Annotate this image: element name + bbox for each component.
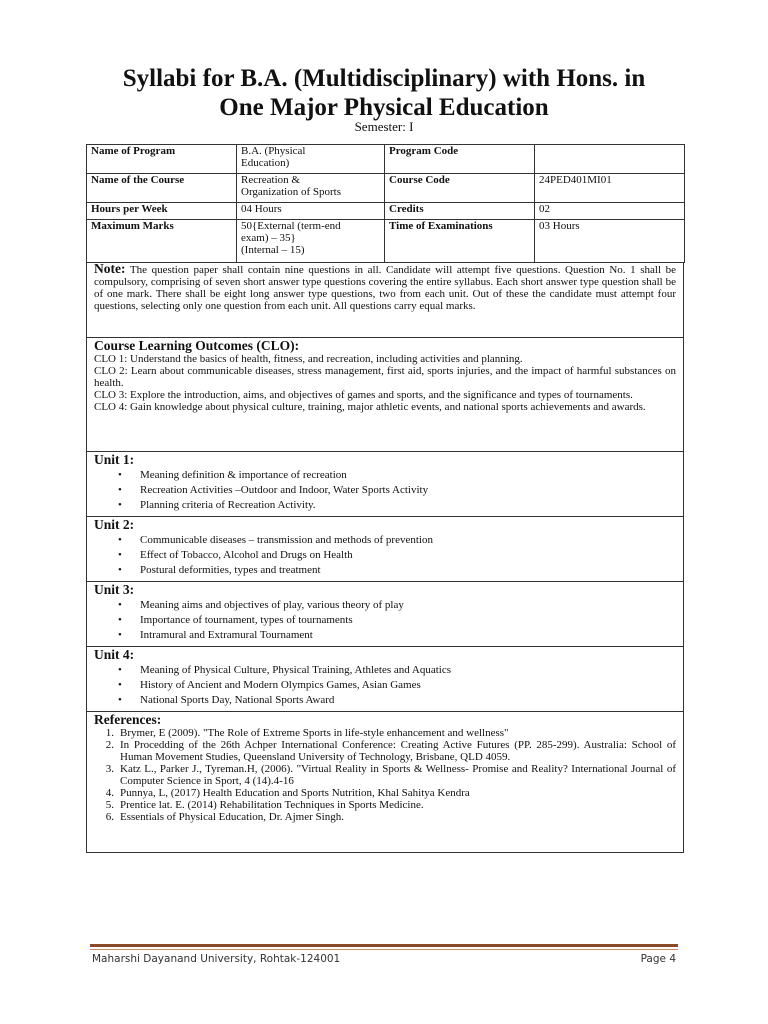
list-item: 5. Prentice lat. E. (2014) Rehabilitation Techniques in Sports Medicine.: [105, 799, 424, 811]
clo-item: CLO 1: Understand the basics of health, fitness, and recreation, including activities and planning.: [94, 353, 523, 365]
value-program-code: [535, 145, 685, 174]
unit-3-section: [86, 582, 684, 647]
list-item: • History of Ancient and Modern Olympics Games, Asian Games: [118, 679, 421, 691]
value-hours-per-week: 04 Hours: [237, 203, 385, 220]
value-name-of-program: B.A. (Physical Education): [237, 145, 385, 174]
list-item: • Recreation Activities –Outdoor and Indoor, Water Sports Activity: [118, 484, 429, 496]
unit-2-section: [86, 517, 684, 582]
value-credits: 02: [535, 203, 685, 220]
note-label: Note:: [94, 261, 126, 276]
unit-heading: Unit 1:: [94, 452, 135, 467]
bullet-icon: •: [118, 629, 122, 641]
bullet-icon: •: [118, 534, 122, 546]
unit-topic-list: [94, 533, 676, 578]
unit-topic-list: [94, 468, 676, 513]
unit-4-section: [86, 647, 684, 712]
value-maximum-marks: 50{External (term-end exam) – 35} (Internal – 15): [237, 220, 385, 263]
unit-heading: Unit 4:: [94, 647, 135, 662]
value-course-code: 24PED401MI01: [535, 174, 685, 203]
value-name-of-course: Recreation & Organization of Sports: [237, 174, 385, 203]
list-item: • Communicable diseases – transmission and methods of prevention: [118, 534, 433, 546]
note-section: [86, 262, 684, 338]
bullet-icon: •: [118, 614, 122, 626]
list-item: 4. Punnya, L, (2017) Health Education and Sports Nutrition, Khal Sahitya Kendra: [105, 787, 470, 799]
bullet-icon: •: [118, 694, 122, 706]
label-name-of-course: Name of the Course: [87, 174, 237, 203]
bullet-icon: •: [118, 499, 122, 511]
table-row: [87, 174, 685, 203]
list-item: • Meaning of Physical Culture, Physical Training, Athletes and Aquatics: [118, 664, 452, 676]
semester-label: Semester: I: [354, 119, 414, 134]
bullet-icon: •: [118, 469, 122, 481]
list-item: • Postural deformities, types and treatment: [118, 564, 321, 576]
clo-item: CLO 4: Gain knowledge about physical culture, training, major athletic events, and national sports achievements and awards.: [94, 401, 646, 413]
list-item: • Meaning definition & importance of recreation: [118, 469, 347, 481]
references-list: [94, 727, 676, 823]
footer-university: Maharshi Dayanand University, Rohtak-124001: [92, 953, 341, 965]
unit-heading: Unit 2:: [94, 517, 135, 532]
list-item: 6. Essentials of Physical Education, Dr. Ajmer Singh.: [105, 811, 344, 823]
list-item: 1. Brymer, E (2009). "The Role of Extreme Sports in life-style enhancement and wellness": [105, 727, 509, 739]
label-hours-per-week: Hours per Week: [87, 203, 237, 220]
table-row: [87, 145, 685, 174]
list-item: • Effect of Tobacco, Alcohol and Drugs on Health: [118, 549, 353, 561]
title-line-2: One Major Physical Education: [219, 94, 549, 121]
label-credits: Credits: [385, 203, 535, 220]
label-program-code: Program Code: [385, 145, 535, 174]
references-section: [86, 712, 684, 853]
footer-rule: [90, 944, 678, 947]
title-line-1: Syllabi for B.A. (Multidisciplinary) with Hons. in: [122, 65, 646, 92]
footer-page-number: Page 4: [640, 953, 676, 965]
list-item: • Importance of tournament, types of tournaments: [118, 614, 353, 626]
list-item: • National Sports Day, National Sports Award: [118, 694, 335, 706]
list-item: • Meaning aims and objectives of play, various theory of play: [118, 599, 404, 611]
unit-1-section: [86, 452, 684, 517]
table-row: [87, 220, 685, 263]
unit-topic-list: [94, 663, 676, 708]
bullet-icon: •: [118, 599, 122, 611]
list-item: • Planning criteria of Recreation Activity.: [118, 499, 316, 511]
label-course-code: Course Code: [385, 174, 535, 203]
list-item: 3. Katz L., Parker J., Tyreman.H, (2006). "Virtual Reality in Sports & Wellness- Promise and Reality? International Journal of Computer Science in Sport, 4 (14).4-16: [105, 763, 676, 787]
bullet-icon: •: [118, 679, 122, 691]
unit-topic-list: [94, 598, 676, 643]
clo-item: CLO 3: Explore the introduction, aims, and objectives of games and sports, and the significance and types of tournaments.: [94, 389, 633, 401]
bullet-icon: •: [118, 664, 122, 676]
bullet-icon: •: [118, 549, 122, 561]
clo-heading: Course Learning Outcomes (CLO):: [94, 338, 300, 353]
table-row: [87, 203, 685, 220]
references-heading: References:: [94, 712, 162, 727]
clo-section: [86, 338, 684, 452]
list-item: • Intramural and Extramural Tournament: [118, 629, 313, 641]
bullet-icon: •: [118, 564, 122, 576]
bullet-icon: •: [118, 484, 122, 496]
course-info-table: [86, 144, 685, 263]
note-text: The question paper shall contain nine questions in all. Candidate will attempt five questions. Question No. 1 shall be compulsory, comprising of seven short answer type questions covering the entire syllabus. Each short answer type question shall be of one mark. There shall be eight long answer type questions, two from each unit. Out of these the candidate must attempt four questions, selecting only one question from each unit. All questions carry equal marks.: [94, 264, 676, 312]
footer-rule-thin: [90, 949, 678, 950]
label-maximum-marks: Maximum Marks: [87, 220, 237, 263]
label-time-of-examinations: Time of Examinations: [385, 220, 535, 263]
clo-item: CLO 2: Learn about communicable diseases, stress management, first aid, sports injuries, and the impact of harmful substances on health.: [94, 365, 676, 389]
label-name-of-program: Name of Program: [87, 145, 237, 174]
list-item: 2. In Procedding of the 26th Achper International Conference: Creating Active Futures (PP. 285-299). Australia: School of Human Movement Studies, Queensland University of Technology, Brisbane, QLD 4059.: [105, 739, 676, 763]
document-title: [0, 64, 768, 122]
unit-heading: Unit 3:: [94, 582, 135, 597]
value-time-of-examinations: 03 Hours: [535, 220, 685, 263]
